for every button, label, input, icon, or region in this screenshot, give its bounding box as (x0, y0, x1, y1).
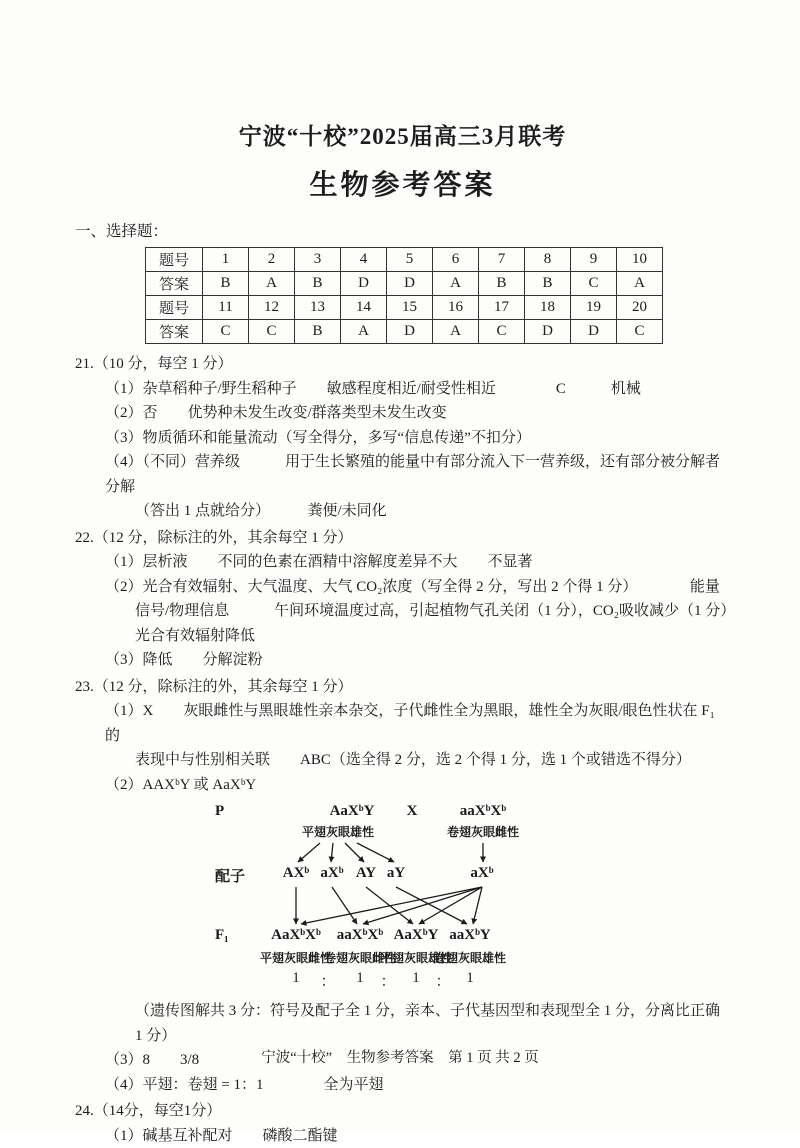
table-cell: D (387, 320, 433, 344)
f1-ratio-value: 1 (412, 970, 420, 987)
answer-line: （4）（不同）营养级 用于生长繁殖的能量中有部分流入下一营养级，还有部分被分解者分解 (75, 450, 730, 499)
table-cell: B (295, 320, 341, 344)
table-cell: 20 (617, 296, 663, 320)
gametes-label: 配子 (215, 865, 245, 886)
table-cell: D (571, 320, 617, 344)
ratio-separator: ： (435, 970, 450, 991)
p-generation-label: P (215, 803, 224, 820)
row-label: 答案 (146, 272, 203, 296)
f1-phenotype: 卷翅灰眼雄性 (434, 949, 506, 966)
table-cell: B (295, 272, 341, 296)
f1-phenotype: 卷翅灰眼雌性 (324, 949, 396, 966)
answer-line: 信号/物理信息 午间环境温度过高，引起植物气孔关闭（1 分），CO₂吸收减少（1 分） (75, 599, 730, 624)
table-cell: 11 (203, 296, 249, 320)
answer-line: （1）层析液 不同的色素在酒精中溶解度差异不大 不显著 (75, 550, 730, 575)
f1-genotype: aaXᵇXᵇ (337, 927, 383, 944)
table-cell: 10 (617, 248, 663, 272)
table-cell: 13 (295, 296, 341, 320)
parent-right-genotype: aaXᵇXᵇ (460, 803, 506, 820)
question-header: 21.（10 分，每空 1 分） (75, 352, 730, 377)
answer-line: （1）杂草稻种子/野生稻种子 敏感程度相近/耐受性相近 C 机械 (75, 377, 730, 402)
table-cell: 4 (341, 248, 387, 272)
f1-ratio-value: 1 (292, 970, 300, 987)
answer-line: （1）X 灰眼雌性与黑眼雄性亲本杂交，子代雌性全为黑眼，雄性全为灰眼/眼色性状在 F₁ 的 (75, 699, 730, 748)
table-cell: 14 (341, 296, 387, 320)
answer-line: 光合有效辐射降低 (75, 624, 730, 649)
f1-generation-label: F₁ (215, 927, 229, 944)
question-23 (75, 675, 730, 1098)
table-cell: A (617, 272, 663, 296)
question-header: 22.（12 分，除标注的外，其余每空 1 分） (75, 526, 730, 551)
table-cell: 7 (479, 248, 525, 272)
gamete: aXᵇ (470, 865, 493, 882)
gamete: aXᵇ (320, 865, 343, 882)
answer-line: （答出 1 点就给分） 粪便/未同化 (75, 499, 730, 524)
page-footer: 宁波“十校” 生物参考答案 第 1 页 共 2 页 (0, 1046, 800, 1067)
table-cell: 8 (525, 248, 571, 272)
row-label: 答案 (146, 320, 203, 344)
f1-genotype: AaXᵇXᵇ (271, 927, 321, 944)
table-cell: 12 (249, 296, 295, 320)
table-cell: D (341, 272, 387, 296)
cross-symbol: X (407, 803, 418, 820)
table-cell: A (341, 320, 387, 344)
table-cell: 17 (479, 296, 525, 320)
table-cell: 18 (525, 296, 571, 320)
table-cell: A (433, 320, 479, 344)
answer-line: （2）光合有效辐射、大气温度、大气 CO₂浓度（写全得 2 分，写出 2 个得 1 分） 能量 (75, 575, 730, 600)
f1-genotype: AaXᵇY (394, 927, 439, 944)
gamete: AXᵇ (283, 865, 310, 882)
answer-line: （3）降低 分解淀粉 (75, 648, 730, 673)
table-cell: C (617, 320, 663, 344)
page-title: 宁波“十校”2025届高三3月联考 (75, 118, 730, 151)
answer-line: （3）物质循环和能量流动（写全得分，多写“信息传递”不扣分） (75, 426, 730, 451)
answer-line: （2）AAXᵇY 或 AaXᵇY (75, 773, 730, 798)
question-22 (75, 526, 730, 673)
table-cell: 16 (433, 296, 479, 320)
row-label: 题号 (146, 248, 203, 272)
table-cell: 15 (387, 296, 433, 320)
answer-table (145, 247, 663, 344)
table-cell: 3 (295, 248, 341, 272)
table-cell: A (433, 272, 479, 296)
gamete: AY (356, 865, 376, 882)
table-row (146, 296, 663, 320)
ratio-separator: ： (320, 970, 335, 991)
answer-line: 表现中与性别相关联 ABC（选全得 2 分，选 2 个得 1 分，选 1 个或错选不得分） (75, 748, 730, 773)
parent-right-phenotype: 卷翅灰眼雌性 (447, 823, 519, 840)
genetic-cross-diagram (135, 803, 695, 995)
question-21 (75, 352, 730, 524)
table-cell: B (479, 272, 525, 296)
gamete: aY (387, 865, 405, 882)
cross-arrows (135, 803, 695, 995)
parent-left-genotype: AaXᵇY (330, 803, 375, 820)
answer-line: （3）8 3/8 (75, 1048, 730, 1073)
table-cell: 2 (249, 248, 295, 272)
parent-left-phenotype: 平翅灰眼雄性 (302, 823, 374, 840)
table-cell: C (479, 320, 525, 344)
table-cell: D (525, 320, 571, 344)
f1-ratio-value: 1 (356, 970, 364, 987)
diagram-scoring-note: （遗传图解共 3 分：符号及配子全 1 分，亲本、子代基因型和表现型全 1 分，分离比正确 1 分） (75, 999, 730, 1048)
table-cell: 6 (433, 248, 479, 272)
answer-line: （2）否 优势种未发生改变/群落类型未发生改变 (75, 401, 730, 426)
f1-genotype: aaXᵇY (449, 927, 491, 944)
choice-section-heading: 一、选择题： (75, 219, 730, 241)
table-cell: 1 (203, 248, 249, 272)
table-cell: C (571, 272, 617, 296)
question-header: 23.（12 分，除标注的外，其余每空 1 分） (75, 675, 730, 700)
ratio-separator: ： (380, 970, 395, 991)
answer-line: （1）碱基互补配对 磷酸二酯键 (75, 1124, 730, 1148)
table-row (146, 320, 663, 344)
table-cell: B (525, 272, 571, 296)
table-cell: A (249, 272, 295, 296)
f1-ratio-value: 1 (466, 970, 474, 987)
table-row (146, 248, 663, 272)
table-cell: C (203, 320, 249, 344)
table-cell: B (203, 272, 249, 296)
row-label: 题号 (146, 296, 203, 320)
table-cell: 19 (571, 296, 617, 320)
table-row (146, 272, 663, 296)
question-header: 24.（14分，每空1分） (75, 1099, 730, 1124)
page-subtitle: 生物参考答案 (75, 163, 730, 203)
question-24 (75, 1099, 730, 1148)
table-cell: 9 (571, 248, 617, 272)
table-cell: C (249, 320, 295, 344)
answer-line: （4）平翅：卷翅 = 1：1 全为平翅 (75, 1073, 730, 1098)
table-cell: D (387, 272, 433, 296)
table-cell: 5 (387, 248, 433, 272)
f1-phenotype: 平翅灰眼雌性 (260, 949, 332, 966)
f1-phenotype: 平翅灰眼雄性 (380, 949, 452, 966)
